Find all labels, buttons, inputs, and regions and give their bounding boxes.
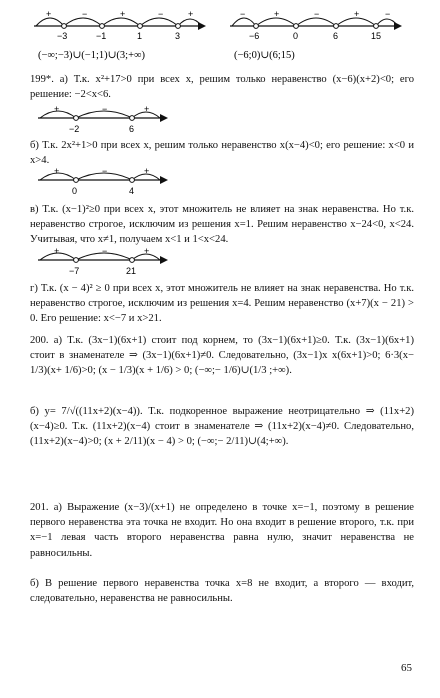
problem-201a: 201. а) Выражение (x−3)/(x+1) не определено в точке x=−1, поэтому в решение первого неравенства эта точка не входит. Но она входит в решение второго, т.к. при x=−1 левая часть второго неравенства равна нулю, значит неравенства не равносильны. xyxy=(30,502,414,559)
number-line-199v xyxy=(36,246,176,280)
tick-label: 0 xyxy=(293,31,299,41)
svg-text:−: − xyxy=(102,246,108,256)
tick-label: −7 xyxy=(69,266,80,276)
problem-199b: б) Т.к. 2x²+1>0 при всех x, решим только неравенство x(x−4)<0; его решение: x<0 и x>4. xyxy=(30,140,414,167)
problem-199a: 199*. а) Т.к. x²+17>0 при всех x, решим только неравенство (x−6)(x+2)<0; его решение: −2<x<6. xyxy=(30,74,414,101)
svg-text:+: + xyxy=(46,9,52,19)
number-line-199b xyxy=(36,166,176,200)
number-line-199a xyxy=(36,104,176,138)
svg-text:+: + xyxy=(54,166,60,176)
tick-label: 6 xyxy=(333,31,339,41)
svg-text:−: − xyxy=(314,9,320,19)
tick-label: −3 xyxy=(57,31,68,41)
svg-text:+: + xyxy=(144,104,150,114)
problem-200b: б) y= 7/√((11x+2)(x−4)). Т.к. подкоренное выражение неотрицательно ⇒ (11x+2)(x−4)≥0. Т.к. (11x+2)(x−4) стоит в знаменателе ⇒ (11x+2)(x−4)≠0. Следовательно, (11x+2)(x−4)>0; (x + 2/11)(x − 4) > 0; (−∞;− 2/11)∪(4;+∞). xyxy=(30,406,414,448)
svg-text:−: − xyxy=(102,104,108,114)
problem-200a: 200. а) Т.к. (3x−1)(6x+1) стоит под корнем, то (3x−1)(6x+1)≥0. Т.к. (3x−1)(6x+1) стоит в знаменателе ⇒ (3x−1)(6x+1)≠0. Следовательно, (3x−1)x x(6x+1)>0; 6·3(x− 1/3)(x+ 1/6)>0; (x − 1/3)(x + 1/6) > 0; (−∞;− 1/6)∪(1/3 ;+∞). xyxy=(30,335,414,377)
answer-right: (−6;0)∪(6;15) xyxy=(234,50,295,61)
svg-text:+: + xyxy=(354,9,360,19)
tick-label: −2 xyxy=(69,124,80,134)
tick-label: 1 xyxy=(137,31,143,41)
tick-label: −1 xyxy=(96,31,107,41)
problem-199v: в) Т.к. (x−1)²≥0 при всех x, этот множитель не влияет на знак неравенства. Но т.к. неравенство строгое, исключим из решения x=1. Решим неравенство x−24<0, x<24. Учитывая, что x≠1, получаем x<1 и 1<x<24. xyxy=(30,204,414,246)
svg-text:+: + xyxy=(54,104,60,114)
tick-label: 6 xyxy=(129,124,135,134)
svg-text:+: + xyxy=(274,9,280,19)
tick-label: −6 xyxy=(249,31,260,41)
svg-text:+: + xyxy=(120,9,126,19)
page-number: 65 xyxy=(401,662,412,674)
answer-left: (−∞;−3)∪(−1;1)∪(3;+∞) xyxy=(38,50,145,61)
number-line-top-right xyxy=(226,6,406,66)
number-line-top-left xyxy=(30,6,210,66)
svg-text:−: − xyxy=(240,9,246,19)
svg-text:−: − xyxy=(158,9,164,19)
problem-201b: б) В решение первого неравенства точка x=8 не входит, а второго — входит, следовательно, неравенства не равносильны. xyxy=(30,578,414,605)
problem-199g: г) Т.к. (x − 4)² ≥ 0 при всех x, этот множитель не влияет на знак неравенства. Но т.к. неравенство строгое, исключим из решения x=4. Решим неравенство (x+7)(x − 21) > 0. Его решение: x<−7 и x>21. xyxy=(30,283,414,325)
svg-text:+: + xyxy=(144,246,150,256)
svg-text:+: + xyxy=(54,246,60,256)
svg-text:+: + xyxy=(144,166,150,176)
tick-label: 3 xyxy=(175,31,181,41)
svg-text:−: − xyxy=(385,9,391,19)
svg-text:−: − xyxy=(102,166,108,176)
tick-label: 4 xyxy=(129,186,135,196)
tick-label: 0 xyxy=(72,186,78,196)
svg-text:+: + xyxy=(188,9,194,19)
tick-label: 15 xyxy=(371,31,382,41)
tick-label: 21 xyxy=(126,266,137,276)
svg-text:−: − xyxy=(82,9,88,19)
